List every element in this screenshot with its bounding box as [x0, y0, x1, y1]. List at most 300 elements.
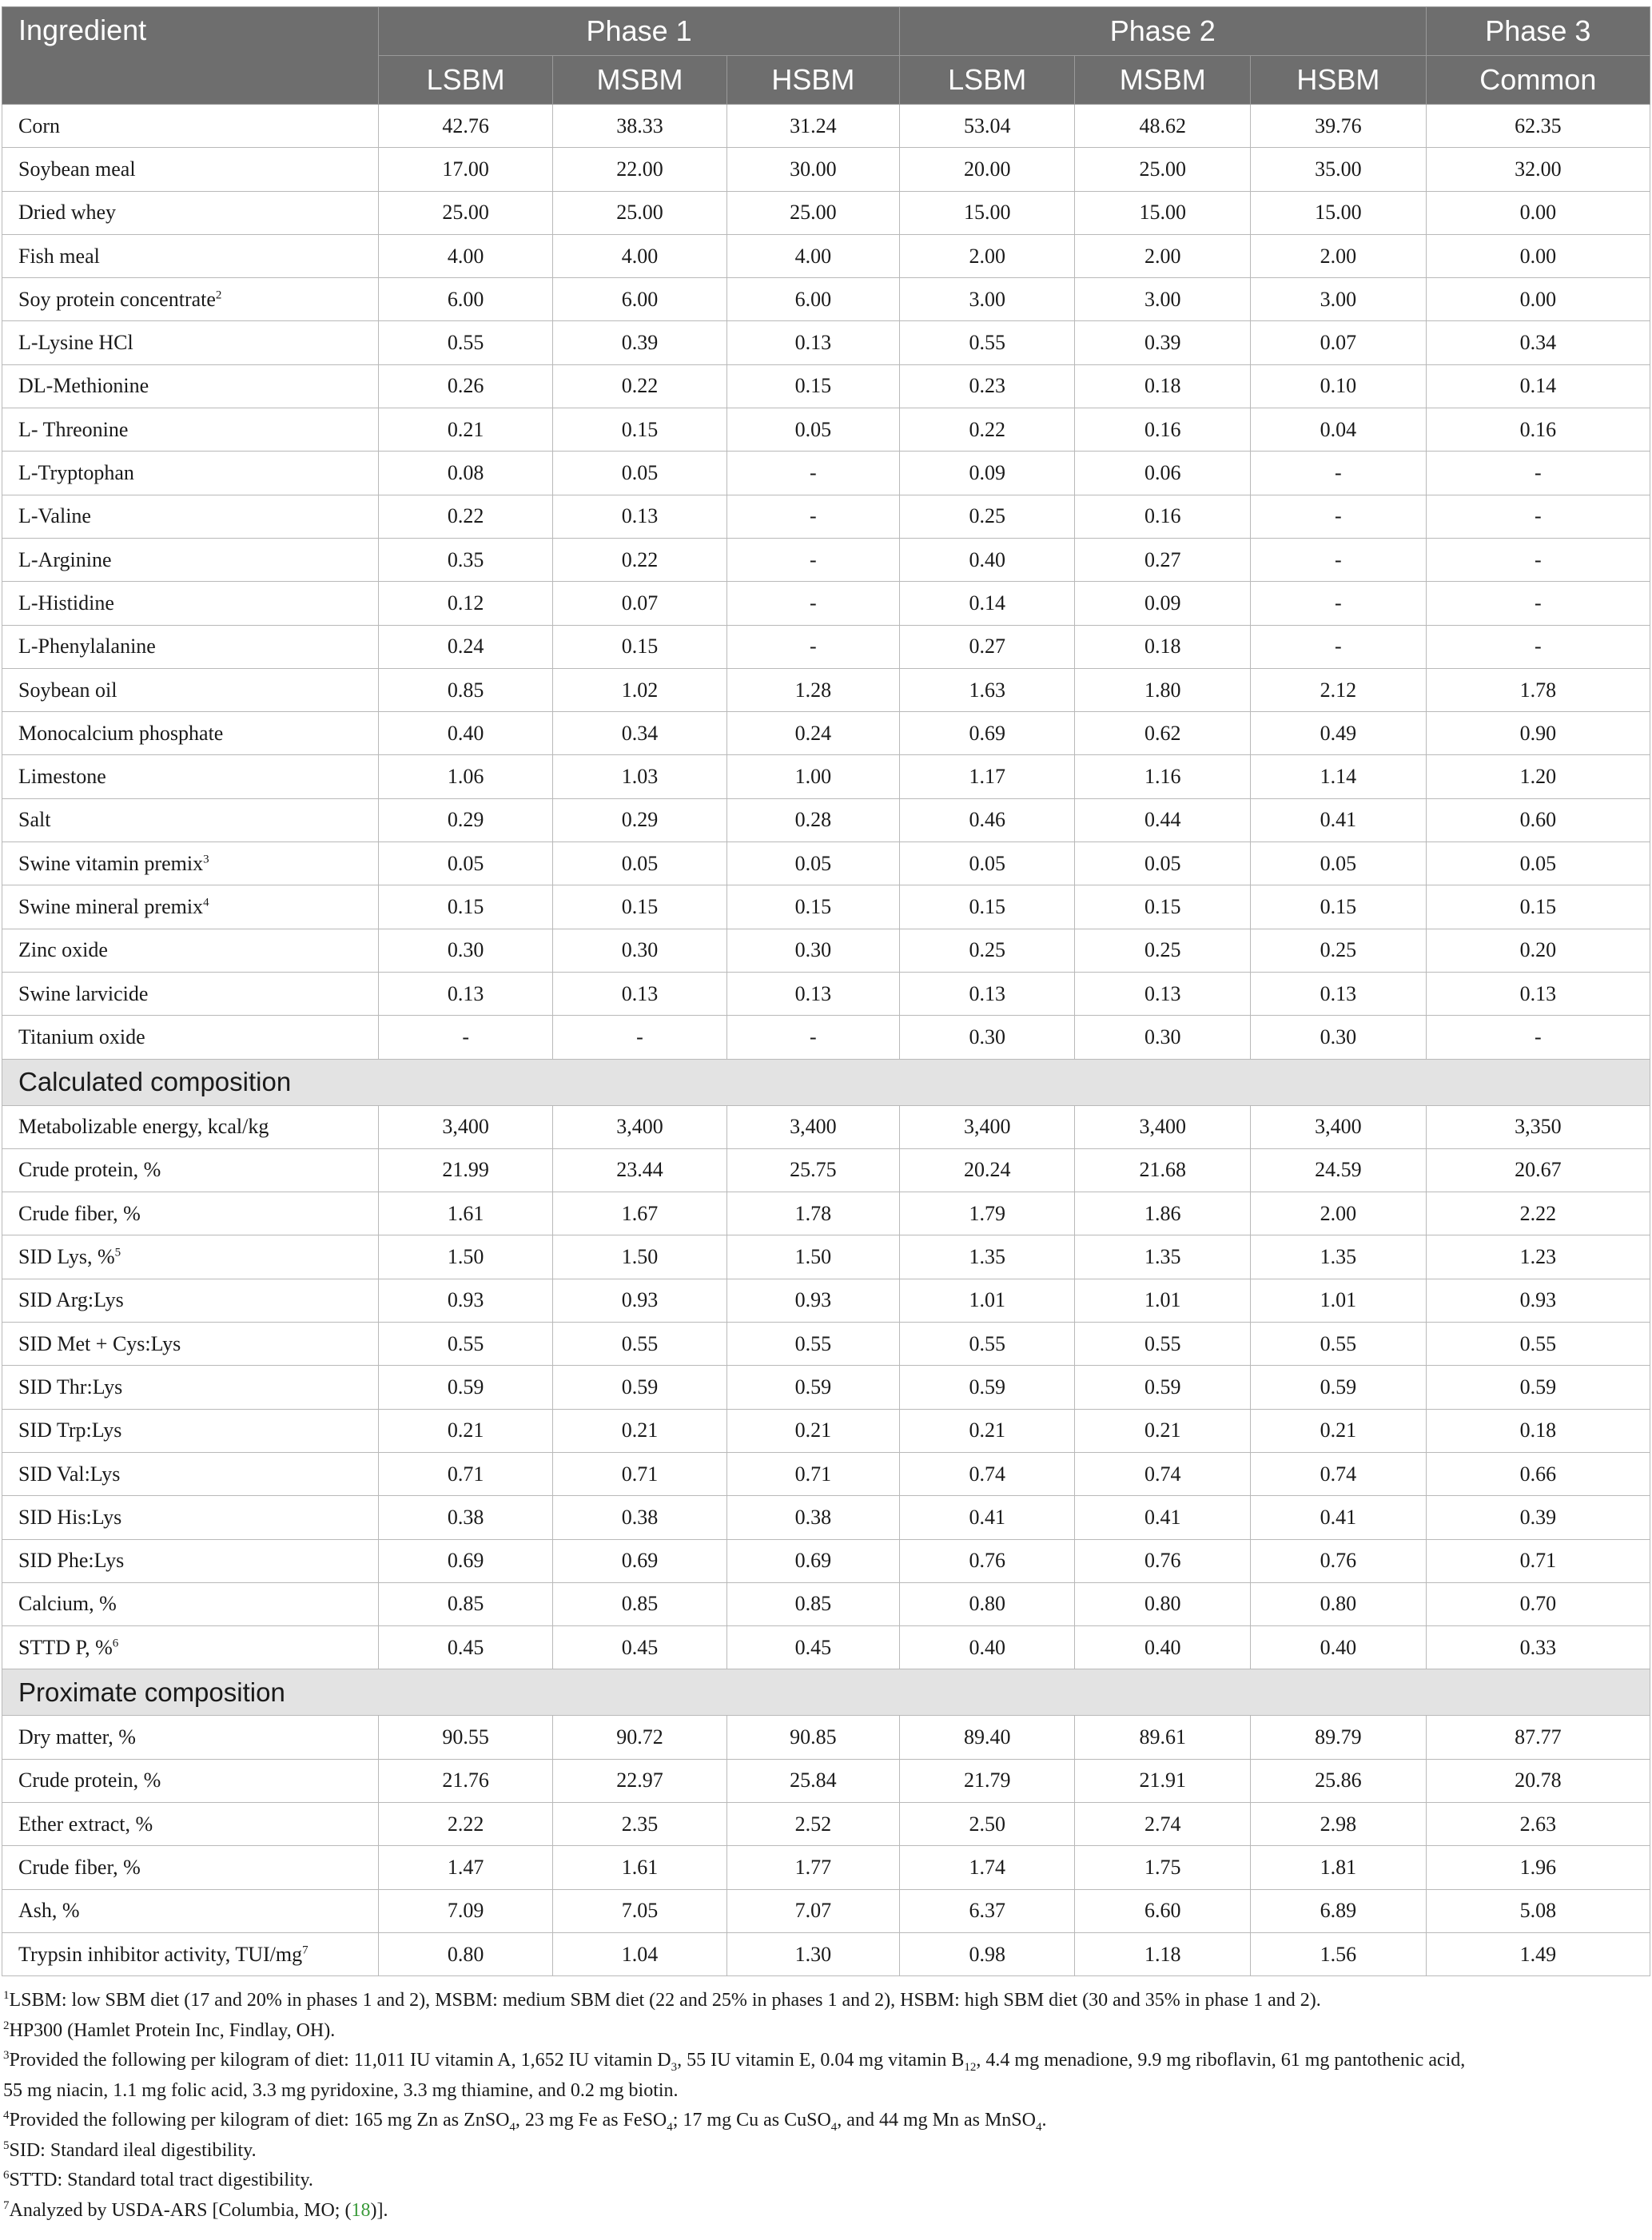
table-cell: 0.30: [553, 929, 727, 972]
table-cell: 0.21: [1251, 1409, 1427, 1452]
table-cell: 1.63: [899, 668, 1075, 711]
table-cell: 0.93: [379, 1279, 553, 1322]
table-cell: 0.60: [1426, 798, 1650, 841]
table-cell: 17.00: [379, 148, 553, 191]
table-cell: 0.16: [1075, 408, 1251, 452]
table-cell: 15.00: [1251, 191, 1427, 234]
sub-header-msbm: MSBM: [1075, 56, 1251, 105]
table-cell: 0.85: [379, 668, 553, 711]
table-cell: 35.00: [1251, 148, 1427, 191]
table-cell: 32.00: [1426, 148, 1650, 191]
table-cell: 0.59: [379, 1366, 553, 1409]
table-row: [2, 1932, 1650, 1975]
table-cell: 0.05: [1251, 842, 1427, 885]
row-label: L-Lysine HCl: [2, 321, 379, 364]
table-cell: 0.80: [1075, 1582, 1251, 1625]
table-row: [2, 148, 1650, 191]
table-cell: 2.22: [1426, 1192, 1650, 1235]
table-cell: 1.20: [1426, 755, 1650, 798]
table-cell: 0.21: [553, 1409, 727, 1452]
row-label: Ether extract, %: [2, 1802, 379, 1845]
table-row: [2, 1496, 1650, 1539]
table-cell: 3,400: [379, 1105, 553, 1148]
sub-header-msbm: MSBM: [553, 56, 727, 105]
table-cell: 0.46: [899, 798, 1075, 841]
table-cell: 0.93: [553, 1279, 727, 1322]
table-cell: 0.13: [553, 972, 727, 1015]
table-cell: 0.71: [553, 1452, 727, 1495]
table-cell: 25.75: [726, 1148, 899, 1192]
phase-2-header: Phase 2: [899, 7, 1426, 56]
row-label: Ash, %: [2, 1889, 379, 1932]
footnote-marker: 3: [203, 853, 209, 866]
table-cell: 0.24: [379, 625, 553, 668]
row-label: Soy protein concentrate$^2$: [2, 278, 379, 321]
table-cell: 1.50: [379, 1235, 553, 1279]
table-cell: 0.55: [379, 321, 553, 364]
table-cell: 0.00: [1426, 234, 1650, 277]
table-cell: -: [553, 1016, 727, 1059]
table-cell: 0.21: [899, 1409, 1075, 1452]
table-cell: 38.33: [553, 105, 727, 148]
table-cell: 0.27: [899, 625, 1075, 668]
table-cell: 1.80: [1075, 668, 1251, 711]
table-cell: 4.00: [379, 234, 553, 277]
table-cell: 6.00: [379, 278, 553, 321]
table-cell: -: [726, 625, 899, 668]
table-cell: 0.45: [553, 1626, 727, 1669]
table-cell: 90.55: [379, 1716, 553, 1759]
table-cell: 0.15: [726, 885, 899, 929]
table-cell: -: [1426, 538, 1650, 581]
row-label: SID Trp:Lys: [2, 1409, 379, 1452]
table-cell: 23.44: [553, 1148, 727, 1192]
table-cell: 6.00: [553, 278, 727, 321]
table-cell: 2.12: [1251, 668, 1427, 711]
table-cell: 0.16: [1075, 495, 1251, 538]
table-cell: 0.74: [1251, 1452, 1427, 1495]
table-cell: 0.20: [1426, 929, 1650, 972]
table-cell: 0.18: [1075, 364, 1251, 408]
table-cell: 3,400: [1075, 1105, 1251, 1148]
footnote-marker: 4: [203, 896, 209, 909]
footnote-4: $^4$Provided the following per kilogram of diet: 165 mg Zn as ZnSO$_4$, 23 mg Fe as FeSO$_4$; 17 mg Cu as CuSO$_4$, and 44 mg Mn as MnSO$_4$.: [3, 2109, 1047, 2134]
table-cell: 0.40: [899, 1626, 1075, 1669]
table-cell: 0.98: [899, 1932, 1075, 1975]
table-cell: 4.00: [726, 234, 899, 277]
table-row: [2, 1366, 1650, 1409]
table-cell: 53.04: [899, 105, 1075, 148]
table-cell: 2.35: [553, 1802, 727, 1845]
table-cell: 1.77: [726, 1846, 899, 1889]
table-cell: 0.40: [899, 538, 1075, 581]
row-label: L-Valine: [2, 495, 379, 538]
table-row: [2, 842, 1650, 885]
footnote-marker: 5: [114, 1246, 121, 1259]
row-label: Limestone: [2, 755, 379, 798]
table-row: [2, 234, 1650, 277]
table-cell: 0.13: [899, 972, 1075, 1015]
table-cell: 15.00: [1075, 191, 1251, 234]
row-label: L-Histidine: [2, 582, 379, 625]
table-cell: 3.00: [1075, 278, 1251, 321]
table-row: [2, 1802, 1650, 1845]
table-cell: 0.69: [553, 1539, 727, 1582]
table-cell: 2.00: [899, 234, 1075, 277]
table-cell: 1.35: [1075, 1235, 1251, 1279]
table-row: [2, 668, 1650, 711]
table-cell: 2.74: [1075, 1802, 1251, 1845]
footnote-3-continued: 55 mg niacin, 1.1 mg folic acid, 3.3 mg pyridoxine, 3.3 mg thiamine, and 0.2 mg biotin.: [3, 2079, 679, 2101]
table-cell: 1.00: [726, 755, 899, 798]
table-cell: 1.96: [1426, 1846, 1650, 1889]
table-cell: -: [1251, 538, 1427, 581]
table-cell: 0.13: [726, 321, 899, 364]
table-row: [2, 712, 1650, 755]
table-cell: 0.71: [726, 1452, 899, 1495]
ingredient-header: Ingredient: [2, 7, 379, 105]
table-cell: 2.00: [1251, 234, 1427, 277]
table-cell: 6.37: [899, 1889, 1075, 1932]
table-cell: 20.24: [899, 1148, 1075, 1192]
table-cell: 0.14: [899, 582, 1075, 625]
row-label: Soybean oil: [2, 668, 379, 711]
table-cell: 0.49: [1251, 712, 1427, 755]
table-cell: 1.50: [726, 1235, 899, 1279]
table-cell: 0.85: [553, 1582, 727, 1625]
table-cell: 1.50: [553, 1235, 727, 1279]
table-row: [2, 1452, 1650, 1495]
table-cell: 48.62: [1075, 105, 1251, 148]
row-label: Monocalcium phosphate: [2, 712, 379, 755]
table-cell: 0.45: [379, 1626, 553, 1669]
table-cell: 0.62: [1075, 712, 1251, 755]
row-label: Dry matter, %: [2, 1716, 379, 1759]
row-label: Zinc oxide: [2, 929, 379, 972]
table-row: [2, 1323, 1650, 1366]
table-cell: 22.97: [553, 1759, 727, 1802]
section-header-row: [2, 1059, 1650, 1105]
table-cell: 0.76: [899, 1539, 1075, 1582]
table-cell: 0.21: [379, 1409, 553, 1452]
table-cell: 0.93: [1426, 1279, 1650, 1322]
table-cell: 1.03: [553, 755, 727, 798]
table-cell: 0.22: [553, 364, 727, 408]
table-row: [2, 1148, 1650, 1192]
table-cell: 0.80: [899, 1582, 1075, 1625]
table-cell: -: [1426, 582, 1650, 625]
row-label: Salt: [2, 798, 379, 841]
table-cell: 0.07: [1251, 321, 1427, 364]
row-label: Metabolizable energy, kcal/kg: [2, 1105, 379, 1148]
table-cell: 0.55: [899, 1323, 1075, 1366]
table-cell: 0.34: [1426, 321, 1650, 364]
table-row: [2, 1192, 1650, 1235]
table-cell: 0.25: [1251, 929, 1427, 972]
table-cell: 2.00: [1251, 1192, 1427, 1235]
table-row: [2, 1759, 1650, 1802]
table-cell: 7.05: [553, 1889, 727, 1932]
table-cell: 0.59: [726, 1366, 899, 1409]
row-label: STTD P, %$^6$: [2, 1626, 379, 1669]
footnote-6: $^6$STTD: Standard total tract digestibility.: [3, 2169, 313, 2191]
table-row: [2, 755, 1650, 798]
table-cell: 1.75: [1075, 1846, 1251, 1889]
row-label: SID Met + Cys:Lys: [2, 1323, 379, 1366]
table-row: [2, 495, 1650, 538]
table-cell: 0.27: [1075, 538, 1251, 581]
table-cell: 0.71: [1426, 1539, 1650, 1582]
table-cell: 0.45: [726, 1626, 899, 1669]
table-cell: 2.98: [1251, 1802, 1427, 1845]
table-row: [2, 1105, 1650, 1148]
table-row: [2, 452, 1650, 495]
table-cell: 0.38: [726, 1496, 899, 1539]
table-cell: 90.85: [726, 1716, 899, 1759]
row-label: Crude fiber, %: [2, 1846, 379, 1889]
table-cell: 1.35: [1251, 1235, 1427, 1279]
table-cell: 6.89: [1251, 1889, 1427, 1932]
table-cell: 0.30: [379, 929, 553, 972]
footnote-marker: 6: [112, 1637, 119, 1650]
table-cell: 1.56: [1251, 1932, 1427, 1975]
table-cell: 0.12: [379, 582, 553, 625]
table-cell: 1.06: [379, 755, 553, 798]
table-cell: 1.01: [1075, 1279, 1251, 1322]
table-cell: 0.39: [1426, 1496, 1650, 1539]
table-cell: 0.13: [1075, 972, 1251, 1015]
row-label: SID Val:Lys: [2, 1452, 379, 1495]
table-cell: 1.86: [1075, 1192, 1251, 1235]
table-row: [2, 1279, 1650, 1322]
table-cell: 0.26: [379, 364, 553, 408]
table-cell: 89.79: [1251, 1716, 1427, 1759]
table-cell: 0.70: [1426, 1582, 1650, 1625]
table-cell: 3.00: [1251, 278, 1427, 321]
table-row: [2, 885, 1650, 929]
row-label: Soybean meal: [2, 148, 379, 191]
table-cell: 1.01: [1251, 1279, 1427, 1322]
table-cell: -: [726, 1016, 899, 1059]
table-cell: 6.00: [726, 278, 899, 321]
row-label: Calcium, %: [2, 1582, 379, 1625]
table-cell: 20.00: [899, 148, 1075, 191]
phase-3-header: Phase 3: [1426, 7, 1650, 56]
table-cell: 21.68: [1075, 1148, 1251, 1192]
table-cell: 1.74: [899, 1846, 1075, 1889]
table-cell: 0.90: [1426, 712, 1650, 755]
table-cell: 0.69: [899, 712, 1075, 755]
table-cell: -: [1251, 452, 1427, 495]
table-row: [2, 1846, 1650, 1889]
table-cell: 0.05: [899, 842, 1075, 885]
table-cell: 0.22: [553, 538, 727, 581]
table-cell: 0.71: [379, 1452, 553, 1495]
table-cell: 0.55: [899, 321, 1075, 364]
table-cell: -: [1426, 495, 1650, 538]
table-cell: 22.00: [553, 148, 727, 191]
table-cell: 0.13: [553, 495, 727, 538]
table-row: [2, 408, 1650, 452]
table-cell: 0.55: [379, 1323, 553, 1366]
table-cell: 0.66: [1426, 1452, 1650, 1495]
table-cell: 21.79: [899, 1759, 1075, 1802]
table-cell: 0.00: [1426, 278, 1650, 321]
table-cell: 0.00: [1426, 191, 1650, 234]
table-row: [2, 278, 1650, 321]
table-cell: 0.15: [899, 885, 1075, 929]
sub-header-lsbm: LSBM: [379, 56, 553, 105]
sub-header-hsbm: HSBM: [726, 56, 899, 105]
table-cell: 0.40: [379, 712, 553, 755]
table-cell: 0.04: [1251, 408, 1427, 452]
table-cell: 0.08: [379, 452, 553, 495]
table-cell: 0.33: [1426, 1626, 1650, 1669]
table-cell: -: [726, 452, 899, 495]
row-label: SID Phe:Lys: [2, 1539, 379, 1582]
table-cell: 0.05: [553, 452, 727, 495]
table-cell: 0.13: [1426, 972, 1650, 1015]
table-cell: 0.40: [1075, 1626, 1251, 1669]
table-cell: 0.59: [899, 1366, 1075, 1409]
table-cell: -: [726, 582, 899, 625]
table-cell: 2.52: [726, 1802, 899, 1845]
table-row: [2, 798, 1650, 841]
table-cell: 0.15: [553, 625, 727, 668]
table-cell: 30.00: [726, 148, 899, 191]
footnote-7: $^7$Analyzed by USDA-ARS [Columbia, MO; (18)].: [3, 2198, 388, 2221]
table-cell: 1.78: [726, 1192, 899, 1235]
table-cell: 1.14: [1251, 755, 1427, 798]
row-label: Titanium oxide: [2, 1016, 379, 1059]
section-header-row: [2, 1669, 1650, 1716]
section-title: Calculated composition: [2, 1059, 1650, 1105]
table-cell: 0.69: [726, 1539, 899, 1582]
table-cell: 0.05: [553, 842, 727, 885]
table-cell: 0.28: [726, 798, 899, 841]
table-cell: 0.13: [726, 972, 899, 1015]
table-cell: 31.24: [726, 105, 899, 148]
table-cell: 0.80: [379, 1932, 553, 1975]
row-label: L-Phenylalanine: [2, 625, 379, 668]
table-cell: 0.93: [726, 1279, 899, 1322]
table-cell: 0.14: [1426, 364, 1650, 408]
table-cell: 0.55: [553, 1323, 727, 1366]
table-cell: 20.67: [1426, 1148, 1650, 1192]
row-label: Dried whey: [2, 191, 379, 234]
table-cell: 1.79: [899, 1192, 1075, 1235]
table-cell: 0.22: [379, 495, 553, 538]
table-footnotes: [2, 1986, 1634, 2226]
table-cell: 89.40: [899, 1716, 1075, 1759]
table-cell: -: [1426, 625, 1650, 668]
row-label: Corn: [2, 105, 379, 148]
table-cell: 0.85: [726, 1582, 899, 1625]
table-cell: 0.30: [726, 929, 899, 972]
table-cell: 6.60: [1075, 1889, 1251, 1932]
table-row: [2, 1716, 1650, 1759]
row-label: Crude protein, %: [2, 1148, 379, 1192]
row-label: Swine larvicide: [2, 972, 379, 1015]
table-cell: 3,400: [899, 1105, 1075, 1148]
table-cell: 0.55: [726, 1323, 899, 1366]
table-cell: -: [1426, 452, 1650, 495]
table-cell: 0.21: [726, 1409, 899, 1452]
table-row: [2, 538, 1650, 581]
table-cell: 0.16: [1426, 408, 1650, 452]
table-cell: 1.78: [1426, 668, 1650, 711]
table-cell: 0.44: [1075, 798, 1251, 841]
table-cell: 21.76: [379, 1759, 553, 1802]
table-cell: 42.76: [379, 105, 553, 148]
table-cell: 0.25: [899, 929, 1075, 972]
table-cell: 0.13: [1251, 972, 1427, 1015]
table-cell: 0.74: [1075, 1452, 1251, 1495]
row-label: Crude fiber, %: [2, 1192, 379, 1235]
table-row: [2, 1016, 1650, 1059]
table-cell: 3,400: [726, 1105, 899, 1148]
table-cell: 0.59: [1251, 1366, 1427, 1409]
table-cell: 0.05: [1075, 842, 1251, 885]
table-cell: 0.05: [1426, 842, 1650, 885]
table-row: [2, 1889, 1650, 1932]
table-cell: 0.41: [1251, 1496, 1427, 1539]
table-row: [2, 191, 1650, 234]
table-cell: -: [379, 1016, 553, 1059]
table-cell: 0.18: [1426, 1409, 1650, 1452]
table-row: [2, 1409, 1650, 1452]
table-container: [2, 6, 1650, 2226]
table-cell: 0.25: [899, 495, 1075, 538]
table-cell: 3,400: [553, 1105, 727, 1148]
table-cell: 1.49: [1426, 1932, 1650, 1975]
table-cell: 0.39: [553, 321, 727, 364]
table-cell: 7.07: [726, 1889, 899, 1932]
table-row: [2, 582, 1650, 625]
table-cell: 0.09: [1075, 582, 1251, 625]
table-cell: 1.30: [726, 1932, 899, 1975]
row-label: SID Thr:Lys: [2, 1366, 379, 1409]
table-cell: 0.55: [1426, 1323, 1650, 1366]
table-cell: 0.05: [726, 842, 899, 885]
table-cell: 0.05: [726, 408, 899, 452]
table-cell: 1.02: [553, 668, 727, 711]
table-cell: 1.18: [1075, 1932, 1251, 1975]
table-cell: 0.76: [1251, 1539, 1427, 1582]
row-label: L- Threonine: [2, 408, 379, 452]
table-cell: 5.08: [1426, 1889, 1650, 1932]
table-cell: 0.29: [553, 798, 727, 841]
table-cell: 25.00: [553, 191, 727, 234]
table-cell: 3,400: [1251, 1105, 1427, 1148]
table-cell: 0.41: [899, 1496, 1075, 1539]
table-cell: 15.00: [899, 191, 1075, 234]
table-row: [2, 929, 1650, 972]
table-cell: -: [1426, 1016, 1650, 1059]
table-cell: 0.29: [379, 798, 553, 841]
table-cell: 25.86: [1251, 1759, 1427, 1802]
table-cell: 1.67: [553, 1192, 727, 1235]
footnote-1: $^1$LSBM: low SBM diet (17 and 20% in phases 1 and 2), MSBM: medium SBM diet (22 and 25% in phases 1 and 2), HSBM: high SBM diet (30 and 35% in phase 1 and 2).: [3, 1989, 1321, 2011]
table-cell: 25.00: [1075, 148, 1251, 191]
reference-link[interactable]: 18: [351, 2199, 371, 2221]
table-cell: 21.99: [379, 1148, 553, 1192]
table-cell: 0.80: [1251, 1582, 1427, 1625]
row-label: L-Arginine: [2, 538, 379, 581]
table-cell: 20.78: [1426, 1759, 1650, 1802]
row-label: Swine mineral premix$^4$: [2, 885, 379, 929]
row-label: SID Lys, %$^5$: [2, 1235, 379, 1279]
